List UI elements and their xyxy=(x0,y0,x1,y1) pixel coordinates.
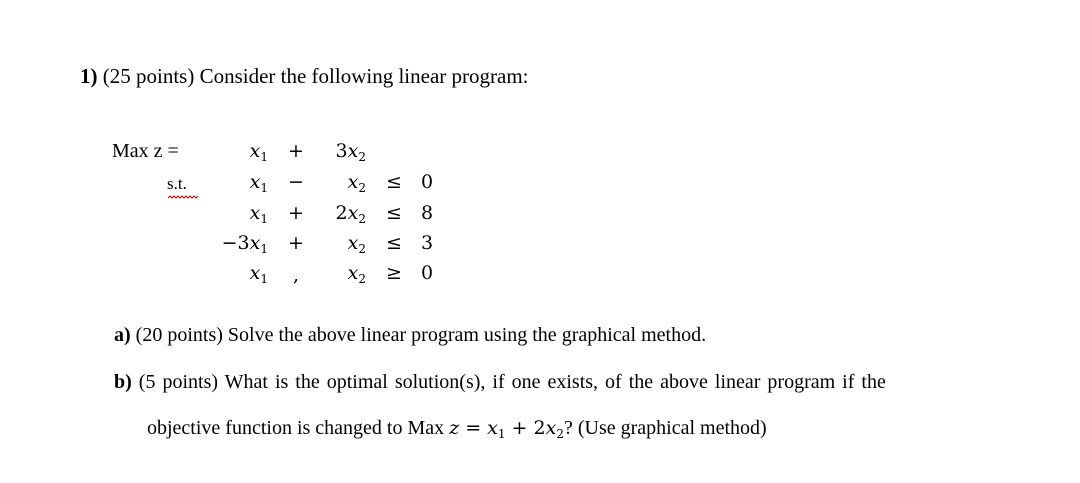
rhs: 0 xyxy=(420,262,434,284)
part-b-continuation xyxy=(147,417,767,440)
separator: , xyxy=(292,264,300,286)
operator: + xyxy=(288,202,304,224)
term-x2: $x_2$ xyxy=(347,171,366,195)
term-x1: $x_1$ xyxy=(249,262,268,286)
part-b-text-line2: objective function is changed to Max xyxy=(147,417,450,439)
part-a xyxy=(114,324,706,347)
relation: ≤ xyxy=(386,202,402,224)
new-objective: $z = x_1 + 2x_2$ xyxy=(449,417,564,441)
rhs: 0 xyxy=(420,171,434,193)
term-x1: $-3x_1$ xyxy=(221,232,268,256)
part-a-text: (20 points) Solve the above linear program using the graphical method. xyxy=(135,324,707,346)
part-b-text-end: ? (Use graphical method) xyxy=(563,417,767,439)
relation: ≤ xyxy=(386,171,402,193)
term-x2: $2x_2$ xyxy=(335,202,366,226)
operator: + xyxy=(288,232,304,254)
part-b-text-line1: (5 points) What is the optimal solution(s), if one exists, of the above linear program if the xyxy=(138,371,886,393)
relation: ≤ xyxy=(386,232,402,254)
part-b-label: b) xyxy=(114,371,132,393)
term-x1: $x_1$ xyxy=(249,202,268,226)
question-text: (25 points) Consider the following linear program: xyxy=(102,64,529,88)
operator: − xyxy=(288,171,304,193)
part-b xyxy=(114,371,886,394)
spellcheck-underline xyxy=(168,195,198,200)
term-x2: $x_2$ xyxy=(347,232,366,256)
rhs: 3 xyxy=(420,232,434,254)
relation: ≥ xyxy=(386,262,402,284)
question-heading xyxy=(80,64,529,89)
objective-label: Max z = xyxy=(112,140,179,162)
term-x2: $3x_2$ xyxy=(335,140,366,164)
question-number: 1) xyxy=(80,64,98,88)
term-x1: $x_1$ xyxy=(249,171,268,195)
term-x2: $x_2$ xyxy=(347,262,366,286)
subject-to-label: s.t. xyxy=(167,174,187,193)
term-x1: $x_1$ xyxy=(249,140,268,164)
rhs: 8 xyxy=(420,202,434,224)
part-a-label: a) xyxy=(114,324,131,346)
operator: + xyxy=(288,140,304,162)
